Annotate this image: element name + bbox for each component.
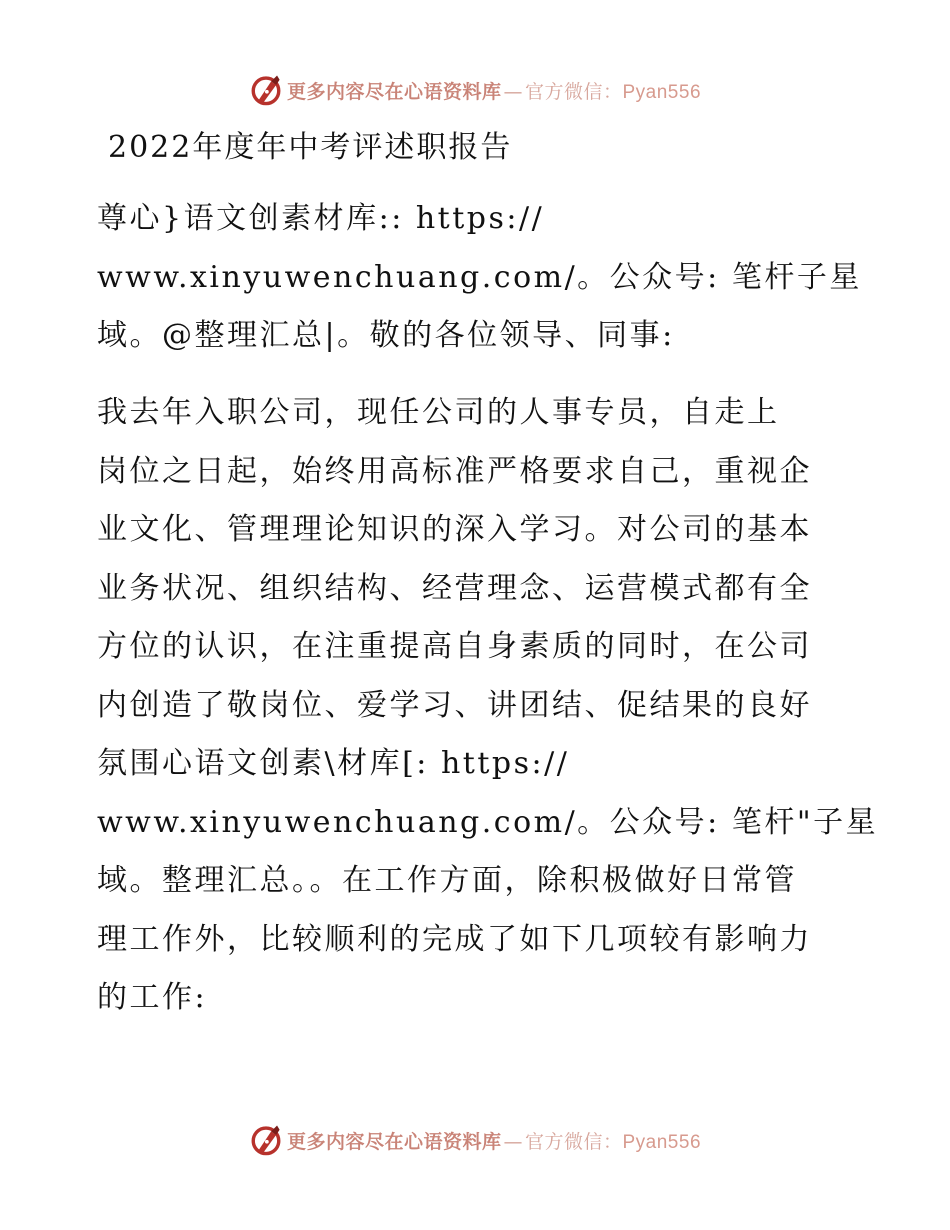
text-line: www.xinyuwenchuang.com/。公众号: 笔杆子星 (97, 259, 862, 295)
page-title: 2022年度年中考评述职报告 (108, 130, 513, 165)
text-line: 域。整理汇总。。在工作方面，除积极做好日常管 (97, 863, 797, 898)
banner-text (287, 1127, 701, 1154)
text-line: 域。@整理汇总|。敬的各位领导、同事: (97, 318, 675, 353)
pen-logo-icon (249, 73, 283, 107)
text-line: 的工作: (97, 980, 208, 1015)
footer-banner (0, 1120, 950, 1160)
banner-wechat-id: Pyan556 (622, 1131, 702, 1153)
banner-sub-text: 官方微信： (524, 80, 623, 103)
text-line: 氛围心语文创素\材库[: https:// (97, 746, 570, 781)
pen-logo-icon (249, 1123, 283, 1157)
text-line: 内创造了敬岗位、爱学习、讲团结、促结果的良好 (97, 687, 812, 723)
banner-dash: — (503, 80, 523, 103)
paragraph-2 (97, 384, 879, 1028)
text-line: 岗位之日起，始终用高标准严格要求自己，重视企 (97, 453, 812, 489)
text-line: 方位的认识，在注重提高自身素质的同时，在公司 (97, 629, 812, 664)
text-line: www.xinyuwenchuang.com/。公众号: 笔杆"子星 (97, 804, 879, 840)
text-line: 我去年入职公司，现任公司的人事专员，自走上 (97, 395, 780, 430)
paragraph-1 (97, 190, 862, 366)
text-line: 理工作外，比较顺利的完成了如下几项较有影响力 (97, 921, 812, 957)
banner-wechat-id: Pyan556 (622, 81, 702, 103)
text-line: 业务状况、组织结构、经营理念、运营模式都有全 (97, 570, 812, 606)
banner-dash: — (503, 1130, 523, 1153)
text-line: 业文化、管理理论知识的深入学习。对公司的基本 (97, 512, 812, 547)
banner-main-text: 更多内容尽在心语资料库 (286, 1130, 502, 1153)
banner-main-text: 更多内容尽在心语资料库 (286, 80, 502, 103)
banner-sub-text: 官方微信： (524, 1130, 623, 1153)
header-banner (0, 70, 950, 110)
banner-text (287, 77, 701, 104)
text-line: 尊心}语文创素材库:: https:// (97, 201, 545, 236)
